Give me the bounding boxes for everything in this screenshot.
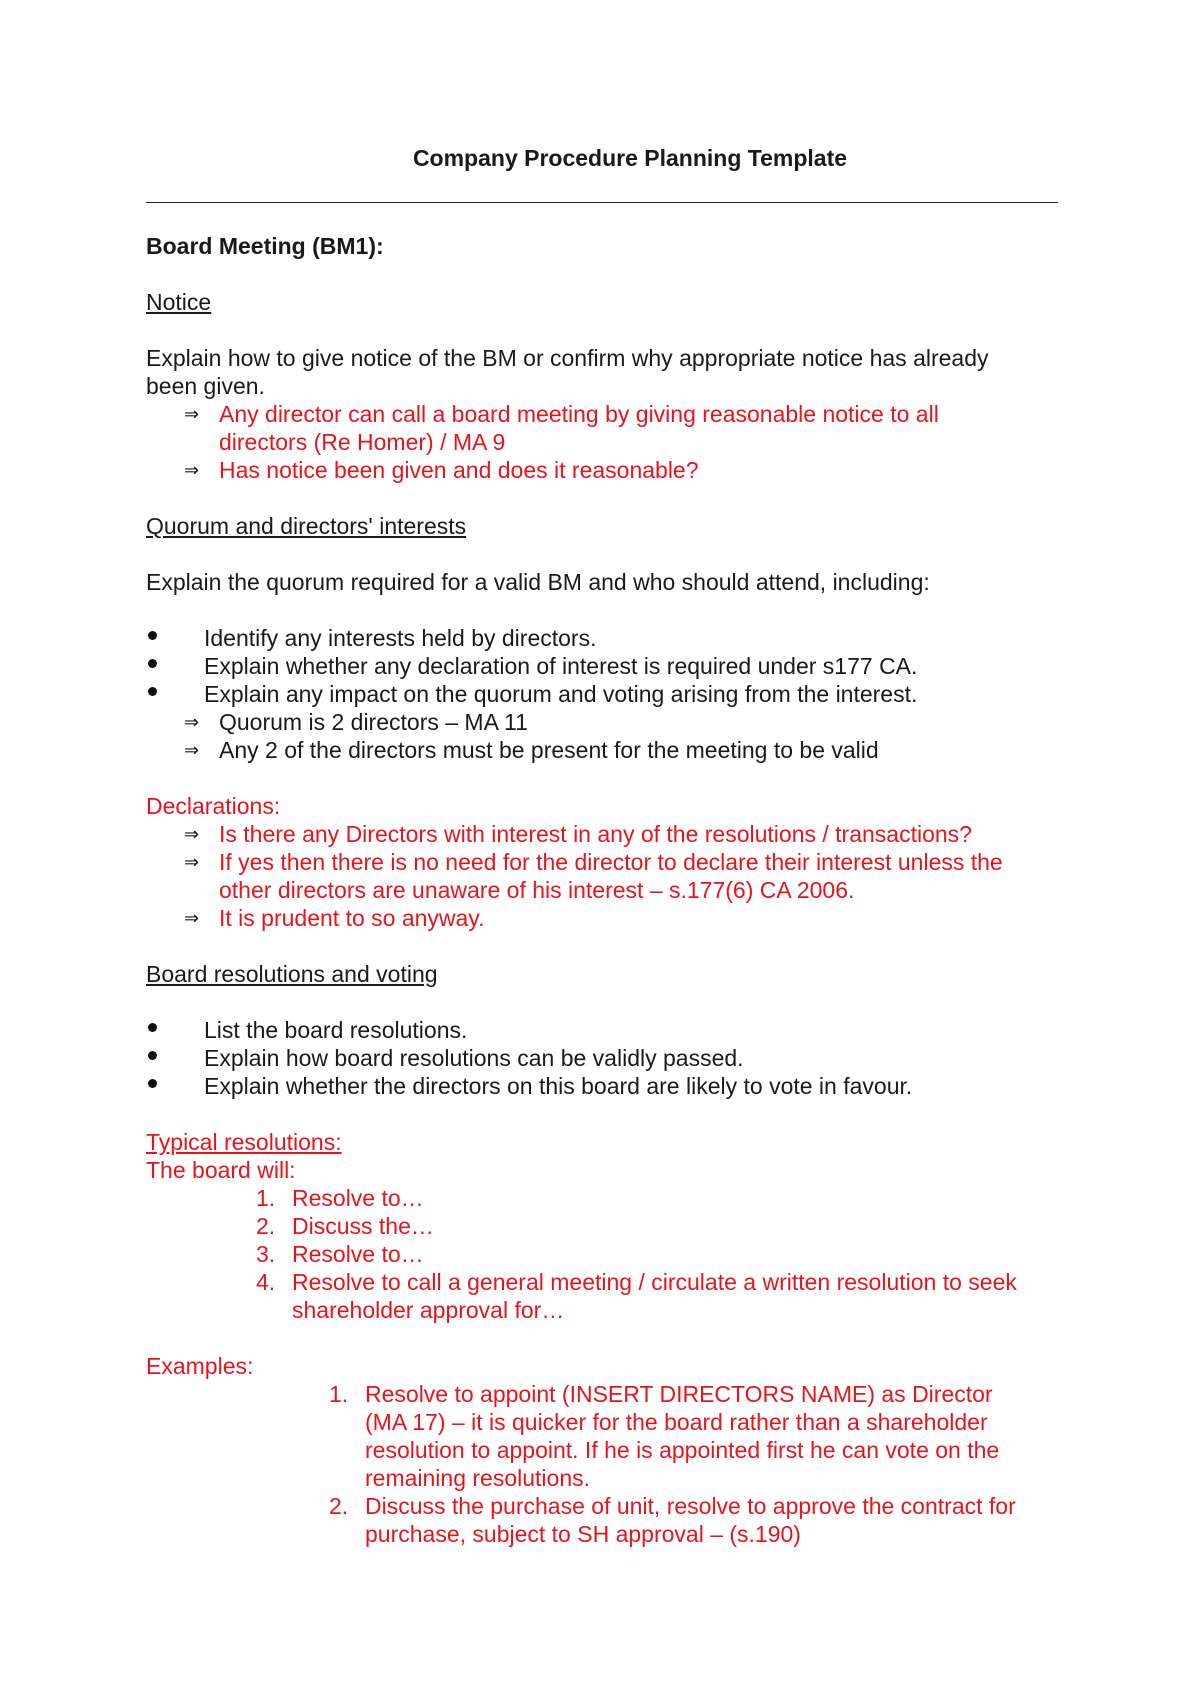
typical-item-2: Discuss the… [292,1213,434,1239]
notice-heading: Notice [146,289,212,315]
quorum-intro: Explain the quorum required for a valid BM and who should attend, including: [146,569,930,595]
declarations-point-2-line-1: If yes then there is no need for the director to declare their interest unless the [219,849,1003,875]
bullet-icon [148,687,157,696]
typical-resolutions-lead: The board will: [146,1157,296,1183]
notice-point-1-line-2: directors (Re Homer) / MA 9 [219,429,506,455]
declarations-heading: Declarations: [146,793,281,819]
list-number: 2. [329,1493,349,1519]
board-resolutions-bullet-2: Explain how board resolutions can be validly passed. [204,1045,744,1071]
notice-point-1-line-1: Any director can call a board meeting by giving reasonable notice to all [219,401,939,427]
quorum-point-1: Quorum is 2 directors – MA 11 [219,709,528,735]
bullet-icon [148,1051,157,1060]
typical-resolutions-heading: Typical resolutions: [146,1129,342,1155]
examples-heading: Examples: [146,1353,254,1379]
list-number: 4. [256,1269,276,1295]
quorum-heading: Quorum and directors' interests [146,513,467,539]
list-number: 3. [256,1241,276,1267]
example-1-line-4: remaining resolutions. [365,1465,591,1491]
list-number: 1. [329,1381,349,1407]
notice-intro-line-2: been given. [146,373,265,399]
quorum-bullet-3: Explain any impact on the quorum and voting arising from the interest. [204,681,918,707]
arrow-icon: ⇒ [184,404,200,424]
arrow-icon: ⇒ [184,460,200,480]
board-resolutions-bullet-1: List the board resolutions. [204,1017,468,1043]
typical-item-3: Resolve to… [292,1241,424,1267]
bullet-icon [148,659,157,668]
typical-item-1: Resolve to… [292,1185,424,1211]
arrow-icon: ⇒ [184,824,200,844]
example-2-line-2: purchase, subject to SH approval – (s.190) [365,1521,801,1547]
quorum-bullet-2: Explain whether any declaration of interest is required under s177 CA. [204,653,918,679]
board-resolutions-heading: Board resolutions and voting [146,961,438,987]
typical-item-4-line-1: Resolve to call a general meeting / circulate a written resolution to seek [292,1269,1017,1295]
bullet-icon [148,1023,157,1032]
typical-item-4-line-2: shareholder approval for… [292,1297,565,1323]
arrow-icon: ⇒ [184,852,200,872]
board-resolutions-bullet-3: Explain whether the directors on this board are likely to vote in favour. [204,1073,913,1099]
bullet-icon [148,631,157,640]
quorum-point-2: Any 2 of the directors must be present for the meeting to be valid [219,737,879,763]
arrow-icon: ⇒ [184,712,200,732]
declarations-point-2-line-2: other directors are unaware of his interest – s.177(6) CA 2006. [219,877,855,903]
example-2-line-1: Discuss the purchase of unit, resolve to approve the contract for [365,1493,1016,1519]
list-number: 2. [256,1213,276,1239]
quorum-bullet-1: Identify any interests held by directors. [204,625,597,651]
title-divider [146,202,1058,203]
example-1-line-3: resolution to appoint. If he is appointed first he can vote on the [365,1437,1000,1463]
declarations-point-1: Is there any Directors with interest in any of the resolutions / transactions? [219,821,972,847]
notice-point-2: Has notice been given and does it reasonable? [219,457,699,483]
bullet-icon [148,1079,157,1088]
declarations-point-3: It is prudent to so anyway. [219,905,485,931]
notice-intro-line-1: Explain how to give notice of the BM or confirm why appropriate notice has already [146,345,989,371]
example-1-line-1: Resolve to appoint (INSERT DIRECTORS NAME) as Director [365,1381,993,1407]
section-heading: Board Meeting (BM1): [146,233,384,259]
arrow-icon: ⇒ [184,740,200,760]
arrow-icon: ⇒ [184,908,200,928]
list-number: 1. [256,1185,276,1211]
example-1-line-2: (MA 17) – it is quicker for the board rather than a shareholder [365,1409,988,1435]
document-title: Company Procedure Planning Template [412,145,848,171]
